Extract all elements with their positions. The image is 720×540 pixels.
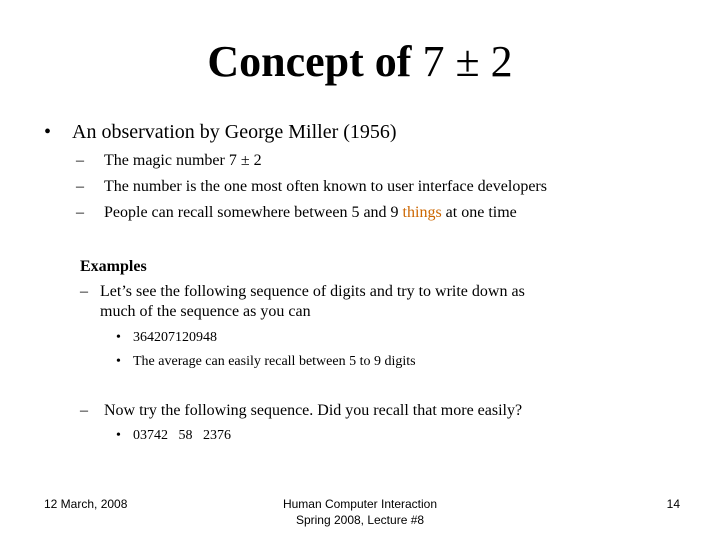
slide-title	[0, 36, 720, 88]
sub-bullet-recall	[104, 203, 517, 223]
digit-sequence-1: 364207120948	[133, 330, 217, 345]
footer-course-line1: Human Computer Interaction	[282, 497, 438, 511]
highlight-things: things	[402, 204, 442, 221]
sub-bullet-try-again: Now try the following sequence. Did you recall that more easily?	[100, 402, 523, 419]
title-bold-part: Concept of	[207, 37, 412, 86]
bullet-marker: •	[44, 121, 52, 143]
digit-sequence-2: 03742 58 2376	[133, 428, 231, 443]
dash-marker: –	[76, 178, 84, 195]
bullet-marker: •	[116, 330, 121, 345]
title-plain-part: 7 ± 2	[422, 37, 513, 86]
dash-marker: –	[80, 283, 88, 300]
dash-marker: –	[76, 204, 84, 221]
sub-bullet-sequence-line2: much of the sequence as you can	[100, 303, 311, 320]
recall-text-after: at one time	[441, 204, 517, 221]
sub-bullet-known-number: The number is the one most often known to user interface developers	[104, 178, 547, 195]
bullet-observation: An observation by George Miller (1956)	[72, 121, 397, 143]
footer-date: 12 March, 2008	[44, 497, 128, 511]
bullet-marker: •	[116, 428, 121, 443]
average-recall-note: The average can easily recall between 5 to 9 digits	[133, 354, 416, 369]
bullet-marker: •	[116, 354, 121, 369]
dash-marker: –	[80, 402, 88, 419]
sub-bullet-sequence-line1: Let’s see the following sequence of digits and try to write down as	[100, 283, 525, 300]
dash-marker: –	[76, 152, 84, 169]
footer-page-number: 14	[666, 497, 680, 511]
examples-heading: Examples	[80, 258, 147, 275]
recall-text-before: People can recall somewhere between 5 and 9	[104, 204, 403, 221]
footer-course-line2: Spring 2008, Lecture #8	[295, 513, 425, 527]
sub-bullet-magic-number: The magic number 7 ± 2	[104, 152, 262, 169]
